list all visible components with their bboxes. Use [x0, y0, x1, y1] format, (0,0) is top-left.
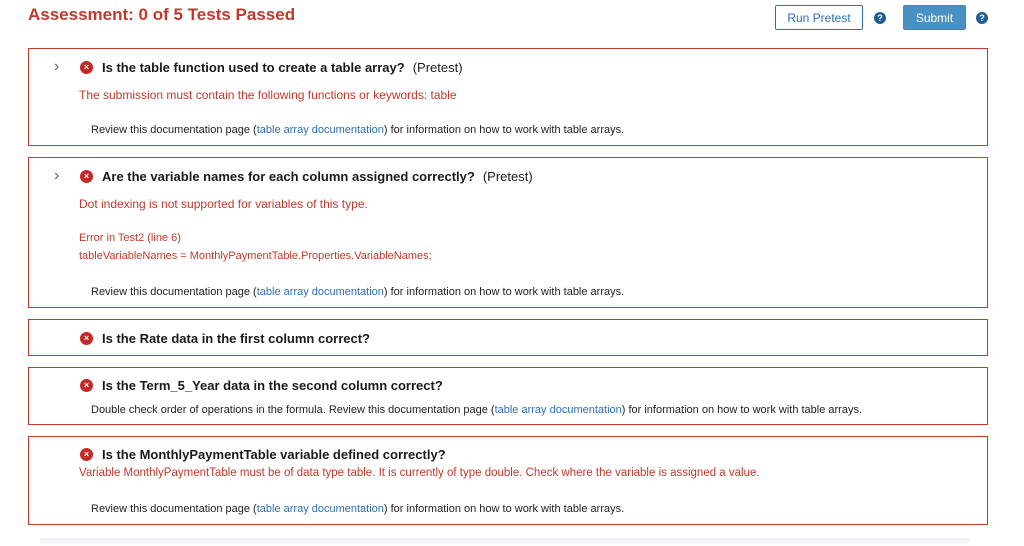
fail-icon: × [80, 448, 93, 461]
test-result-card [28, 367, 988, 425]
pretest-tag: (Pretest) [412, 60, 463, 75]
assessment-header [0, 0, 1024, 34]
doc-link[interactable]: table array documentation [494, 404, 622, 416]
bottom-shadow [40, 538, 970, 546]
error-code-line: tableVariableNames = MonthlyPaymentTable.Properties.VariableNames; [79, 250, 432, 262]
submit-button[interactable]: Submit [903, 5, 966, 30]
review-note: Review this documentation page (table array documentation) for information on how to work with table arrays. [91, 124, 625, 136]
review-note: Review this documentation page (table array documentation) for information on how to work with table arrays. [91, 503, 625, 515]
pretest-tag: (Pretest) [482, 169, 533, 184]
test-question: Is the table function used to create a table array? (Pretest) [102, 60, 463, 75]
error-message: Variable MonthlyPaymentTable must be of data type table. It is currently of type double. Check where the variable is assigned a value. [79, 467, 760, 479]
fail-icon: × [80, 170, 93, 183]
assessment-title: Assessment: 0 of 5 Tests Passed [28, 5, 296, 24]
run-pretest-button[interactable]: Run Pretest [775, 5, 863, 30]
test-question: Is the Term_5_Year data in the second column correct? [102, 378, 443, 393]
error-location: Error in Test2 (line 6) [79, 232, 181, 244]
error-message: Dot indexing is not supported for variables of this type. [79, 197, 368, 211]
fail-icon: × [80, 332, 93, 345]
run-pretest-help-icon[interactable]: ? [874, 12, 886, 24]
test-result-card [28, 436, 988, 525]
test-question: Are the variable names for each column assigned correctly? (Pretest) [102, 169, 533, 184]
doc-link[interactable]: table array documentation [256, 286, 384, 298]
test-question: Is the Rate data in the first column correct? [102, 331, 370, 346]
test-question: Is the MonthlyPaymentTable variable defined correctly? [102, 447, 446, 462]
review-note: Review this documentation page (table array documentation) for information on how to work with table arrays. [91, 286, 625, 298]
expand-chevron-icon[interactable]: › [54, 58, 60, 75]
test-result-card [28, 48, 988, 146]
fail-icon: × [80, 61, 93, 74]
test-result-card [28, 319, 988, 356]
test-result-card [28, 157, 988, 308]
submit-help-icon[interactable]: ? [976, 12, 988, 24]
doc-link[interactable]: table array documentation [256, 503, 384, 515]
fail-icon: × [80, 379, 93, 392]
doc-link[interactable]: table array documentation [256, 124, 384, 136]
error-message: The submission must contain the following functions or keywords: table [79, 88, 457, 102]
expand-chevron-icon[interactable]: › [54, 167, 60, 184]
review-note: Double check order of operations in the formula. Review this documentation page (table array documentation) for information on how to work with table arrays. [91, 404, 863, 416]
